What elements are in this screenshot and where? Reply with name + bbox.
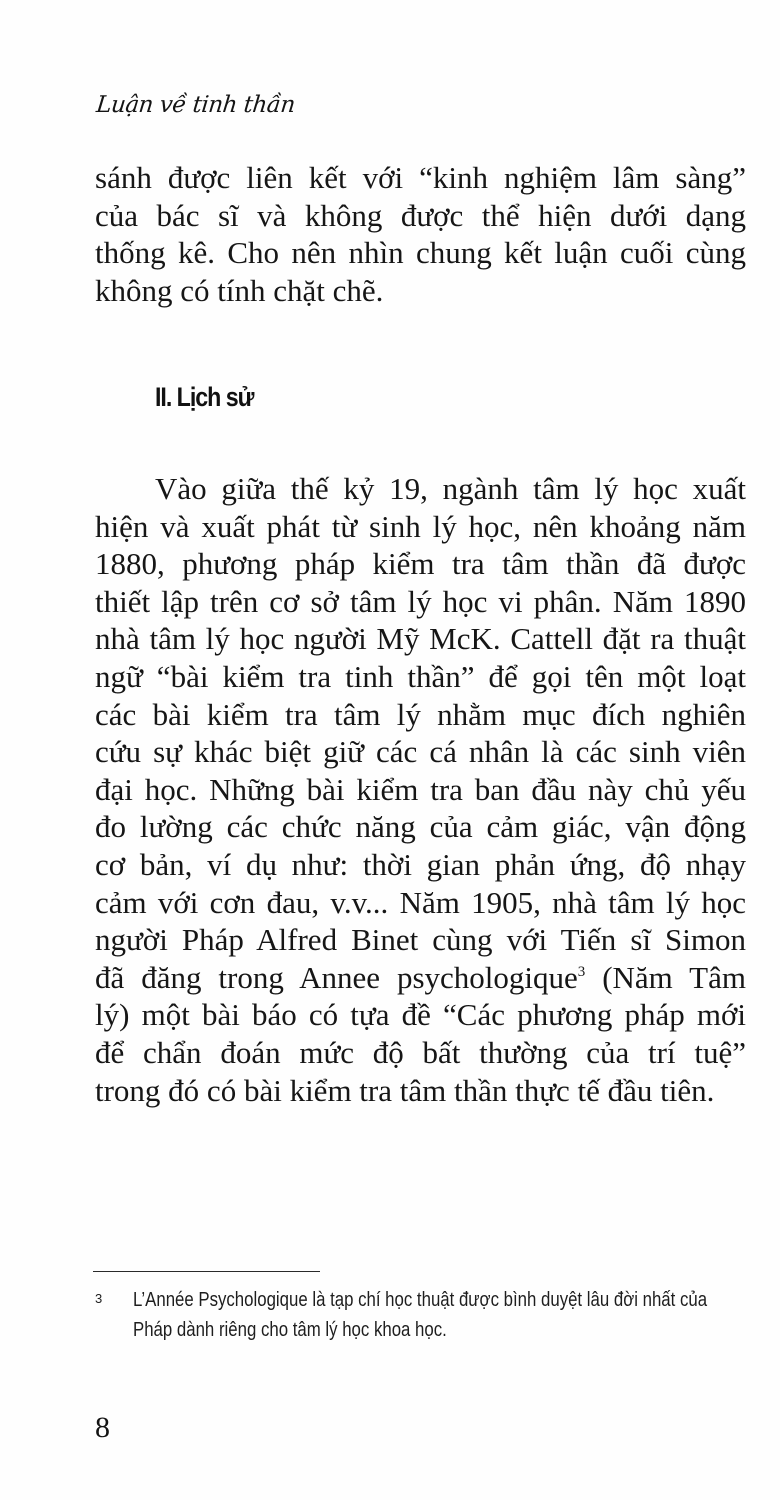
text-line: ngữ “bài kiểm tra tinh thần” để gọi tên một loạt (95, 658, 746, 694)
text-line: hiện và xuất phát từ sinh lý học, nên khoảng năm (95, 508, 746, 544)
footnote (95, 1285, 746, 1345)
text-line: cảm với cơn đau, v.v... Năm 1905, nhà tâm lý học (95, 884, 746, 920)
text-line: lý) một bài báo có tựa đề “Các phương pháp mới (95, 997, 746, 1033)
running-header: Luận về tinh thần (95, 92, 297, 118)
footnote-marker: 3 (95, 1291, 103, 1306)
text-line-with-footnote-ref (95, 959, 746, 997)
paragraph-continued (95, 159, 746, 309)
text-line: để chẩn đoán mức độ bất thường của trí tuệ” (95, 1034, 746, 1070)
text-line: các bài kiểm tra tâm lý nhằm mục đích nghiên (95, 696, 746, 732)
text-segment: (Năm Tâm (585, 959, 746, 995)
text-line: nhà tâm lý học người Mỹ McK. Cattell đặt ra thuật (95, 621, 746, 657)
text-line: đo lường các chức năng của cảm giác, vận động (95, 809, 746, 845)
text-line: cứu sự khác biệt giữ các cá nhân là các sinh viên (95, 734, 746, 770)
text-line: đại học. Những bài kiểm tra ban đầu này chủ yếu (95, 771, 746, 807)
footnote-line: Pháp dành riêng cho tâm lý học khoa học. (133, 1319, 447, 1341)
footnote-text (133, 1285, 746, 1345)
text-line: không có tính chặt chẽ. (95, 272, 384, 308)
text-line: thống kê. Cho nên nhìn chung kết luận cuối cùng (95, 235, 746, 271)
text-line: 1880, phương pháp kiểm tra tâm thần đã được (95, 546, 746, 582)
footnote-reference[interactable]: 3 (577, 963, 586, 980)
text-line: người Pháp Alfred Binet cùng với Tiến sĩ Simon (95, 922, 746, 958)
section-heading: II. Lịch sử (155, 382, 254, 412)
text-segment: đã đăng trong Annee psychologique (95, 959, 578, 995)
footnote-line: L’Année Psychologique là tạp chí học thuật được bình duyệt lâu đời nhất của (133, 1289, 708, 1311)
text-line: của bác sĩ và không được thể hiện dưới dạng (95, 197, 746, 233)
text-line: thiết lập trên cơ sở tâm lý học vi phân. Năm 1890 (95, 583, 746, 619)
text-line: cơ bản, ví dụ như: thời gian phản ứng, độ nhạy (95, 846, 746, 882)
page-number: 8 (95, 1411, 110, 1444)
text-line: sánh được liên kết với “kinh nghiệm lâm sàng” (95, 160, 746, 195)
text-line: Vào giữa thế kỷ 19, ngành tâm lý học xuất (155, 471, 746, 506)
paragraph-history (95, 470, 746, 1109)
footnote-divider (93, 1271, 320, 1272)
text-line: trong đó có bài kiểm tra tâm thần thực tế đầu tiên. (95, 1072, 715, 1108)
